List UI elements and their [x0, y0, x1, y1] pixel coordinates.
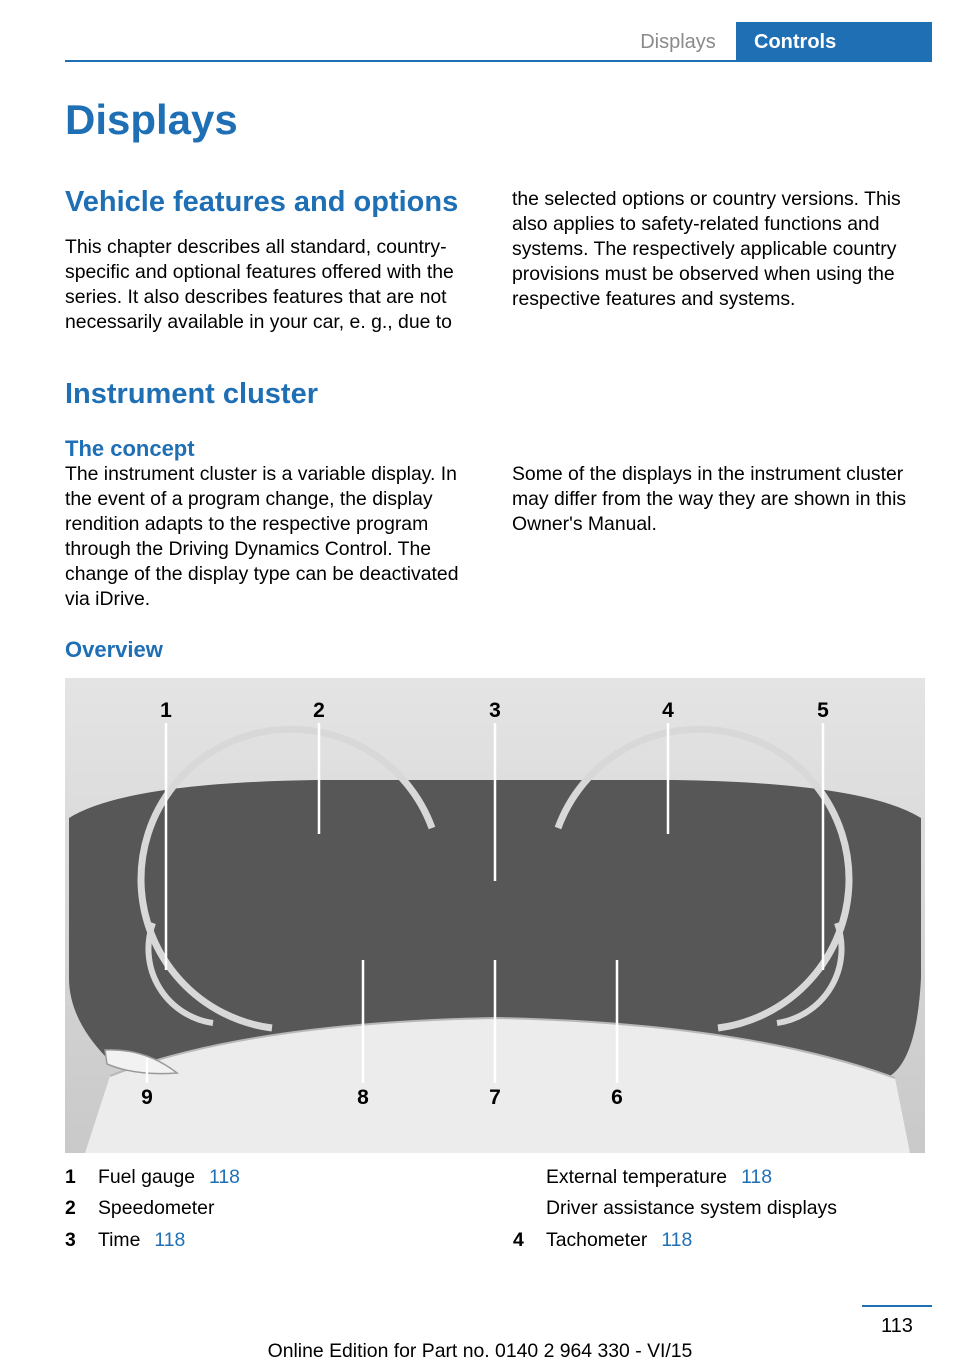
vehicle-features-heading: Vehicle features and options: [65, 186, 459, 218]
page-link[interactable]: 118: [154, 1229, 186, 1251]
legend-number: 2: [65, 1197, 76, 1219]
vehicle-features-text-col1: This chapter describes all standard, country-specific and optional features offered with the series. It also describes features that are not necessarily available in your car, e. g., due to: [65, 236, 454, 333]
legend-text: External temperature 118: [546, 1166, 772, 1188]
callout-4: 4: [662, 699, 674, 722]
concept-heading: The concept: [65, 436, 195, 461]
page-number: 113: [881, 1315, 913, 1337]
page-title: Displays: [65, 96, 238, 143]
instrument-cluster-figure: [65, 678, 925, 1153]
callout-3: 3: [489, 699, 501, 722]
header-section-tab: Displays: [640, 31, 716, 53]
concept-text-col1: The instrument cluster is a variable display. In the event of a program change, the display rendition adapts to the respective program through the Driving Dynamics Control. The change of the display type can be deactivated via iDrive.: [65, 463, 459, 610]
callout-6: 6: [611, 1086, 623, 1109]
header-chapter-tab: Controls: [736, 22, 932, 62]
callout-8: 8: [357, 1086, 369, 1109]
legend-text: Time 118: [98, 1229, 186, 1251]
page-link[interactable]: 118: [741, 1166, 772, 1188]
callout-7: 7: [489, 1086, 501, 1109]
callout-5: 5: [817, 699, 829, 722]
callout-1: 1: [160, 699, 172, 722]
page-link[interactable]: 118: [209, 1166, 240, 1188]
legend-number: 1: [65, 1166, 76, 1188]
footer-rule: [862, 1305, 932, 1307]
header-rule: [65, 60, 932, 62]
concept-text-col2: Some of the displays in the instrument cluster may differ from the way they are shown in this Owner's Manual.: [512, 463, 907, 535]
legend-number: 3: [65, 1229, 76, 1251]
callout-9: 9: [141, 1086, 153, 1109]
edition-note: Online Edition for Part no. 0140 2 964 330 - VI/15: [267, 1340, 693, 1362]
instrument-cluster-heading: Instrument cluster: [65, 378, 318, 410]
callout-2: 2: [313, 699, 325, 722]
legend-text: Tachometer 118: [546, 1229, 693, 1251]
legend-text: Speedometer: [98, 1197, 215, 1219]
legend-text: Fuel gauge 118: [98, 1166, 240, 1188]
overview-heading: Overview: [65, 637, 163, 662]
legend-number: 4: [513, 1229, 524, 1251]
page-link[interactable]: 118: [661, 1229, 693, 1251]
vehicle-features-text-col2: the selected options or country versions. This also applies to safety-related functions and systems. The respectively applicable country provisions must be observed when using the respective features and systems.: [512, 188, 901, 310]
legend-text: Driver assistance system displays: [546, 1197, 837, 1219]
